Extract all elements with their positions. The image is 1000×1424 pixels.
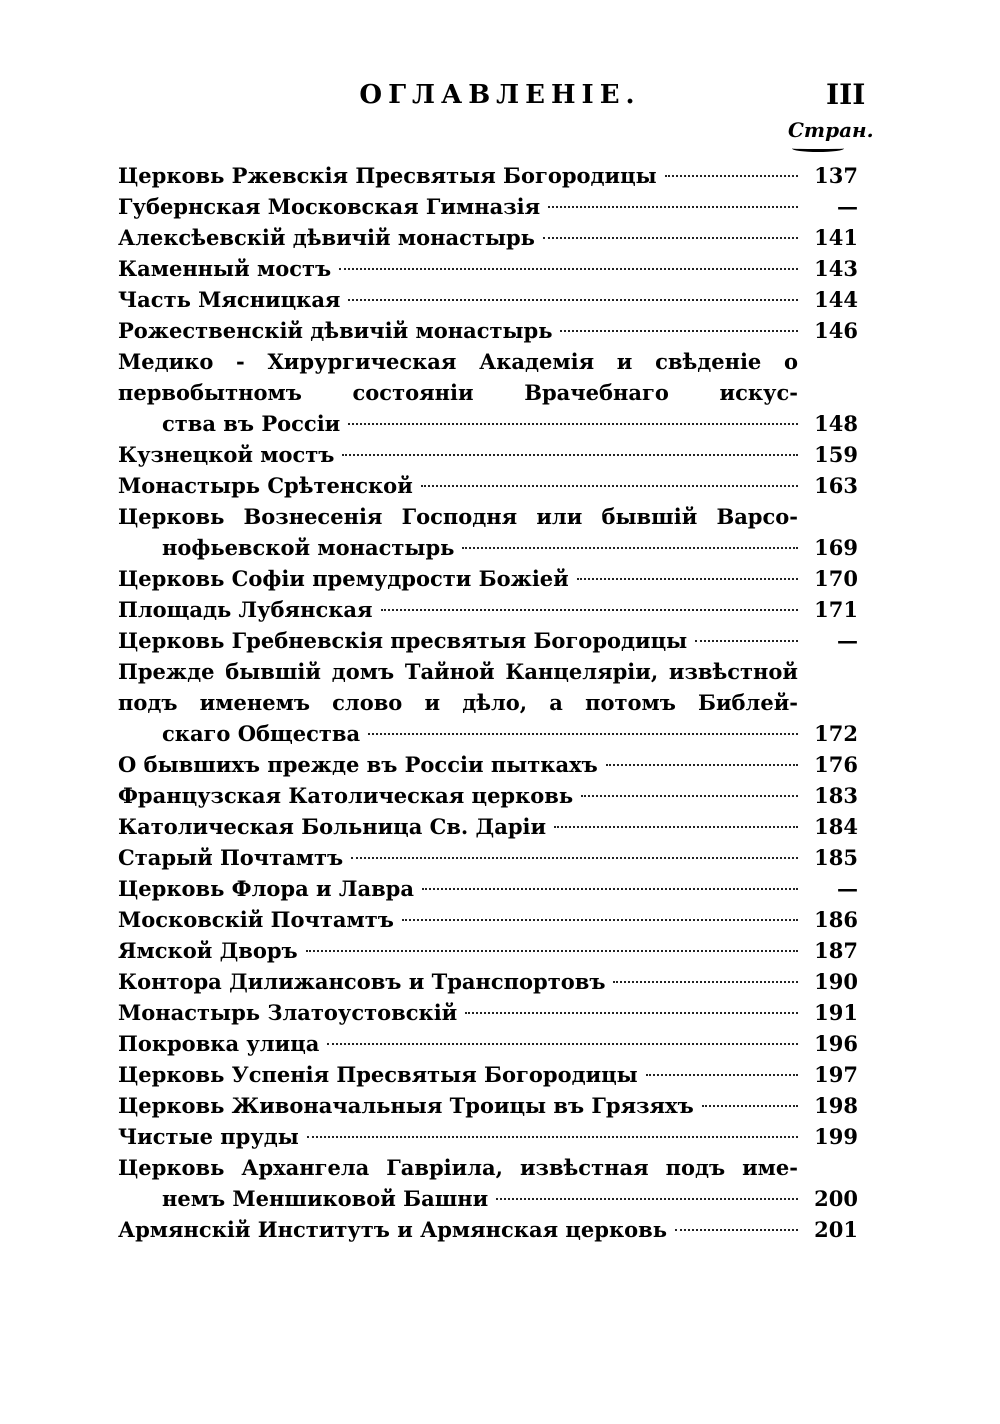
table-of-contents (118, 160, 858, 1245)
toc-entry (118, 315, 858, 346)
toc-entry (118, 563, 858, 594)
dot-leader (695, 640, 798, 642)
pages-column-header: Стран. (788, 118, 874, 142)
dot-leader (368, 733, 798, 735)
dot-leader (348, 299, 798, 301)
dot-leader (613, 981, 798, 983)
toc-page-number: 201 (814, 1217, 858, 1242)
toc-page-number: 191 (814, 1000, 858, 1025)
toc-page-number: 184 (814, 814, 858, 839)
toc-entry (118, 191, 858, 222)
toc-entry (118, 1121, 858, 1152)
toc-entry-title: Церковь Гребневскія пресвятыя Богородицы (118, 628, 688, 653)
toc-page-number: 172 (814, 721, 858, 746)
toc-entry-title: О бывшихъ прежде въ Россіи пыткахъ (118, 752, 598, 777)
toc-entry-line: подъ именемъ слово и дѣло, а потомъ Библей- (118, 690, 798, 715)
toc-page-number: 200 (814, 1186, 858, 1211)
toc-page-number: — (837, 194, 858, 219)
toc-page-number: 143 (814, 256, 858, 281)
toc-entry (118, 1028, 858, 1059)
toc-entry-title: Монастырь Срѣтенской (118, 473, 413, 498)
page-title: ОГЛАВЛЕНІЕ. (359, 80, 641, 110)
toc-entry (118, 253, 858, 284)
toc-entry (118, 501, 858, 563)
dot-leader (465, 1012, 798, 1014)
toc-entry-line: ства въ Россіи (162, 411, 341, 436)
toc-page-number: 197 (814, 1062, 858, 1087)
toc-entry-title: Церковь Успенія Пресвятыя Богородицы (118, 1062, 638, 1087)
toc-page-number: 199 (814, 1124, 858, 1149)
toc-entry (118, 873, 858, 904)
toc-page-number: — (837, 628, 858, 653)
toc-entry-line: Церковь Архангела Гавріила, извѣстная подъ име- (118, 1155, 798, 1180)
dot-leader (675, 1229, 798, 1231)
dot-leader (421, 485, 798, 487)
toc-entry-title: Французская Католическая церковь (118, 783, 574, 808)
toc-entry-title: Кузнецкой мостъ (118, 442, 335, 467)
toc-entry-line: немъ Меншиковой Башни (162, 1186, 489, 1211)
toc-page-number: 187 (814, 938, 858, 963)
toc-entry (118, 904, 858, 935)
toc-page-number: 163 (814, 473, 858, 498)
toc-page-number: 183 (814, 783, 858, 808)
dot-leader (554, 826, 798, 828)
toc-entry-title: Покровка улица (118, 1031, 320, 1056)
toc-entry-title: Церковь Живоначальныя Троицы въ Грязяхъ (118, 1093, 694, 1118)
toc-page-number: 185 (814, 845, 858, 870)
dot-leader (339, 268, 798, 270)
toc-page-number: 190 (814, 969, 858, 994)
toc-entry-title: Московскій Почтамтъ (118, 907, 394, 932)
toc-entry-title: Алексѣевскій дѣвичій монастырь (118, 225, 535, 250)
toc-entry (118, 439, 858, 470)
toc-page-number: 159 (814, 442, 858, 467)
toc-entry-title: Армянскій Институтъ и Армянская церковь (118, 1217, 667, 1242)
dot-leader (543, 237, 798, 239)
toc-entry (118, 780, 858, 811)
toc-entry (118, 470, 858, 501)
toc-page-number: 141 (814, 225, 858, 250)
dot-leader (581, 795, 798, 797)
dot-leader (462, 547, 798, 549)
toc-entry-title: Контора Дилижансовъ и Транспортовъ (118, 969, 606, 994)
toc-entry-title: Каменный мостъ (118, 256, 332, 281)
toc-entry-line: Прежде бывшій домъ Тайной Канцеляріи, извѣстной (118, 659, 798, 684)
toc-entry-line: нофьевской монастырь (162, 535, 455, 560)
header-flourish (792, 145, 844, 152)
toc-page-number: 148 (814, 411, 858, 436)
dot-leader (402, 919, 798, 921)
toc-entry-title: Католическая Больница Св. Даріи (118, 814, 547, 839)
dot-leader (422, 888, 798, 890)
dot-leader (606, 764, 798, 766)
toc-entry (118, 1090, 858, 1121)
dot-leader (327, 1043, 798, 1045)
toc-page-number: 169 (814, 535, 858, 560)
dot-leader (306, 950, 798, 952)
toc-entry (118, 1214, 858, 1245)
dot-leader (351, 857, 798, 859)
toc-page-number: 198 (814, 1093, 858, 1118)
toc-entry (118, 625, 858, 656)
dot-leader (665, 175, 798, 177)
dot-leader (381, 609, 798, 611)
toc-entry (118, 842, 858, 873)
toc-page-number: 144 (814, 287, 858, 312)
toc-page-number: 146 (814, 318, 858, 343)
toc-entry-title: Губернская Московская Гимназія (118, 194, 541, 219)
dot-leader (646, 1074, 798, 1076)
toc-entry (118, 966, 858, 997)
dot-leader (548, 206, 798, 208)
toc-entry (118, 160, 858, 191)
toc-entry-line: Медико - Хирургическая Академія и свѣденіе о (118, 349, 798, 374)
toc-entry-title: Церковь Софіи премудрости Божіей (118, 566, 569, 591)
toc-page-number: 137 (814, 163, 858, 188)
toc-entry (118, 749, 858, 780)
page-number: III (826, 78, 866, 111)
toc-page-number: — (837, 876, 858, 901)
toc-entry-title: Монастырь Златоустовскій (118, 1000, 458, 1025)
toc-entry-title: Рожественскій дѣвичій монастырь (118, 318, 553, 343)
toc-page-number: 196 (814, 1031, 858, 1056)
toc-page-number: 186 (814, 907, 858, 932)
toc-entry-title: Часть Мясницкая (118, 287, 341, 312)
toc-entry-line: скаго Общества (162, 721, 361, 746)
toc-entry (118, 997, 858, 1028)
toc-entry (118, 1059, 858, 1090)
toc-entry-title: Ямской Дворъ (118, 938, 298, 963)
toc-entry (118, 1152, 858, 1214)
toc-entry (118, 594, 858, 625)
toc-page-number: 170 (814, 566, 858, 591)
toc-entry-title: Старый Почтамтъ (118, 845, 344, 870)
dot-leader (348, 423, 798, 425)
dot-leader (577, 578, 798, 580)
toc-entry (118, 811, 858, 842)
toc-page-number: 176 (814, 752, 858, 777)
toc-page-number: 171 (814, 597, 858, 622)
toc-entry-title: Церковь Ржевскія Пресвятыя Богородицы (118, 163, 657, 188)
toc-entry-line: первобытномъ состояніи Врачебнаго искус- (118, 380, 798, 405)
toc-entry-line: Церковь Вознесенія Господня или бывшій Варсо- (118, 504, 798, 529)
toc-entry-title: Церковь Флора и Лавра (118, 876, 414, 901)
toc-entry (118, 222, 858, 253)
dot-leader (702, 1105, 798, 1107)
dot-leader (307, 1136, 798, 1138)
toc-entry (118, 284, 858, 315)
dot-leader (342, 454, 798, 456)
dot-leader (496, 1198, 798, 1200)
toc-entry-title: Чистые пруды (118, 1124, 299, 1149)
dot-leader (560, 330, 798, 332)
toc-entry (118, 935, 858, 966)
toc-entry (118, 656, 858, 749)
toc-entry (118, 346, 858, 439)
toc-entry-title: Площадь Лубянская (118, 597, 373, 622)
